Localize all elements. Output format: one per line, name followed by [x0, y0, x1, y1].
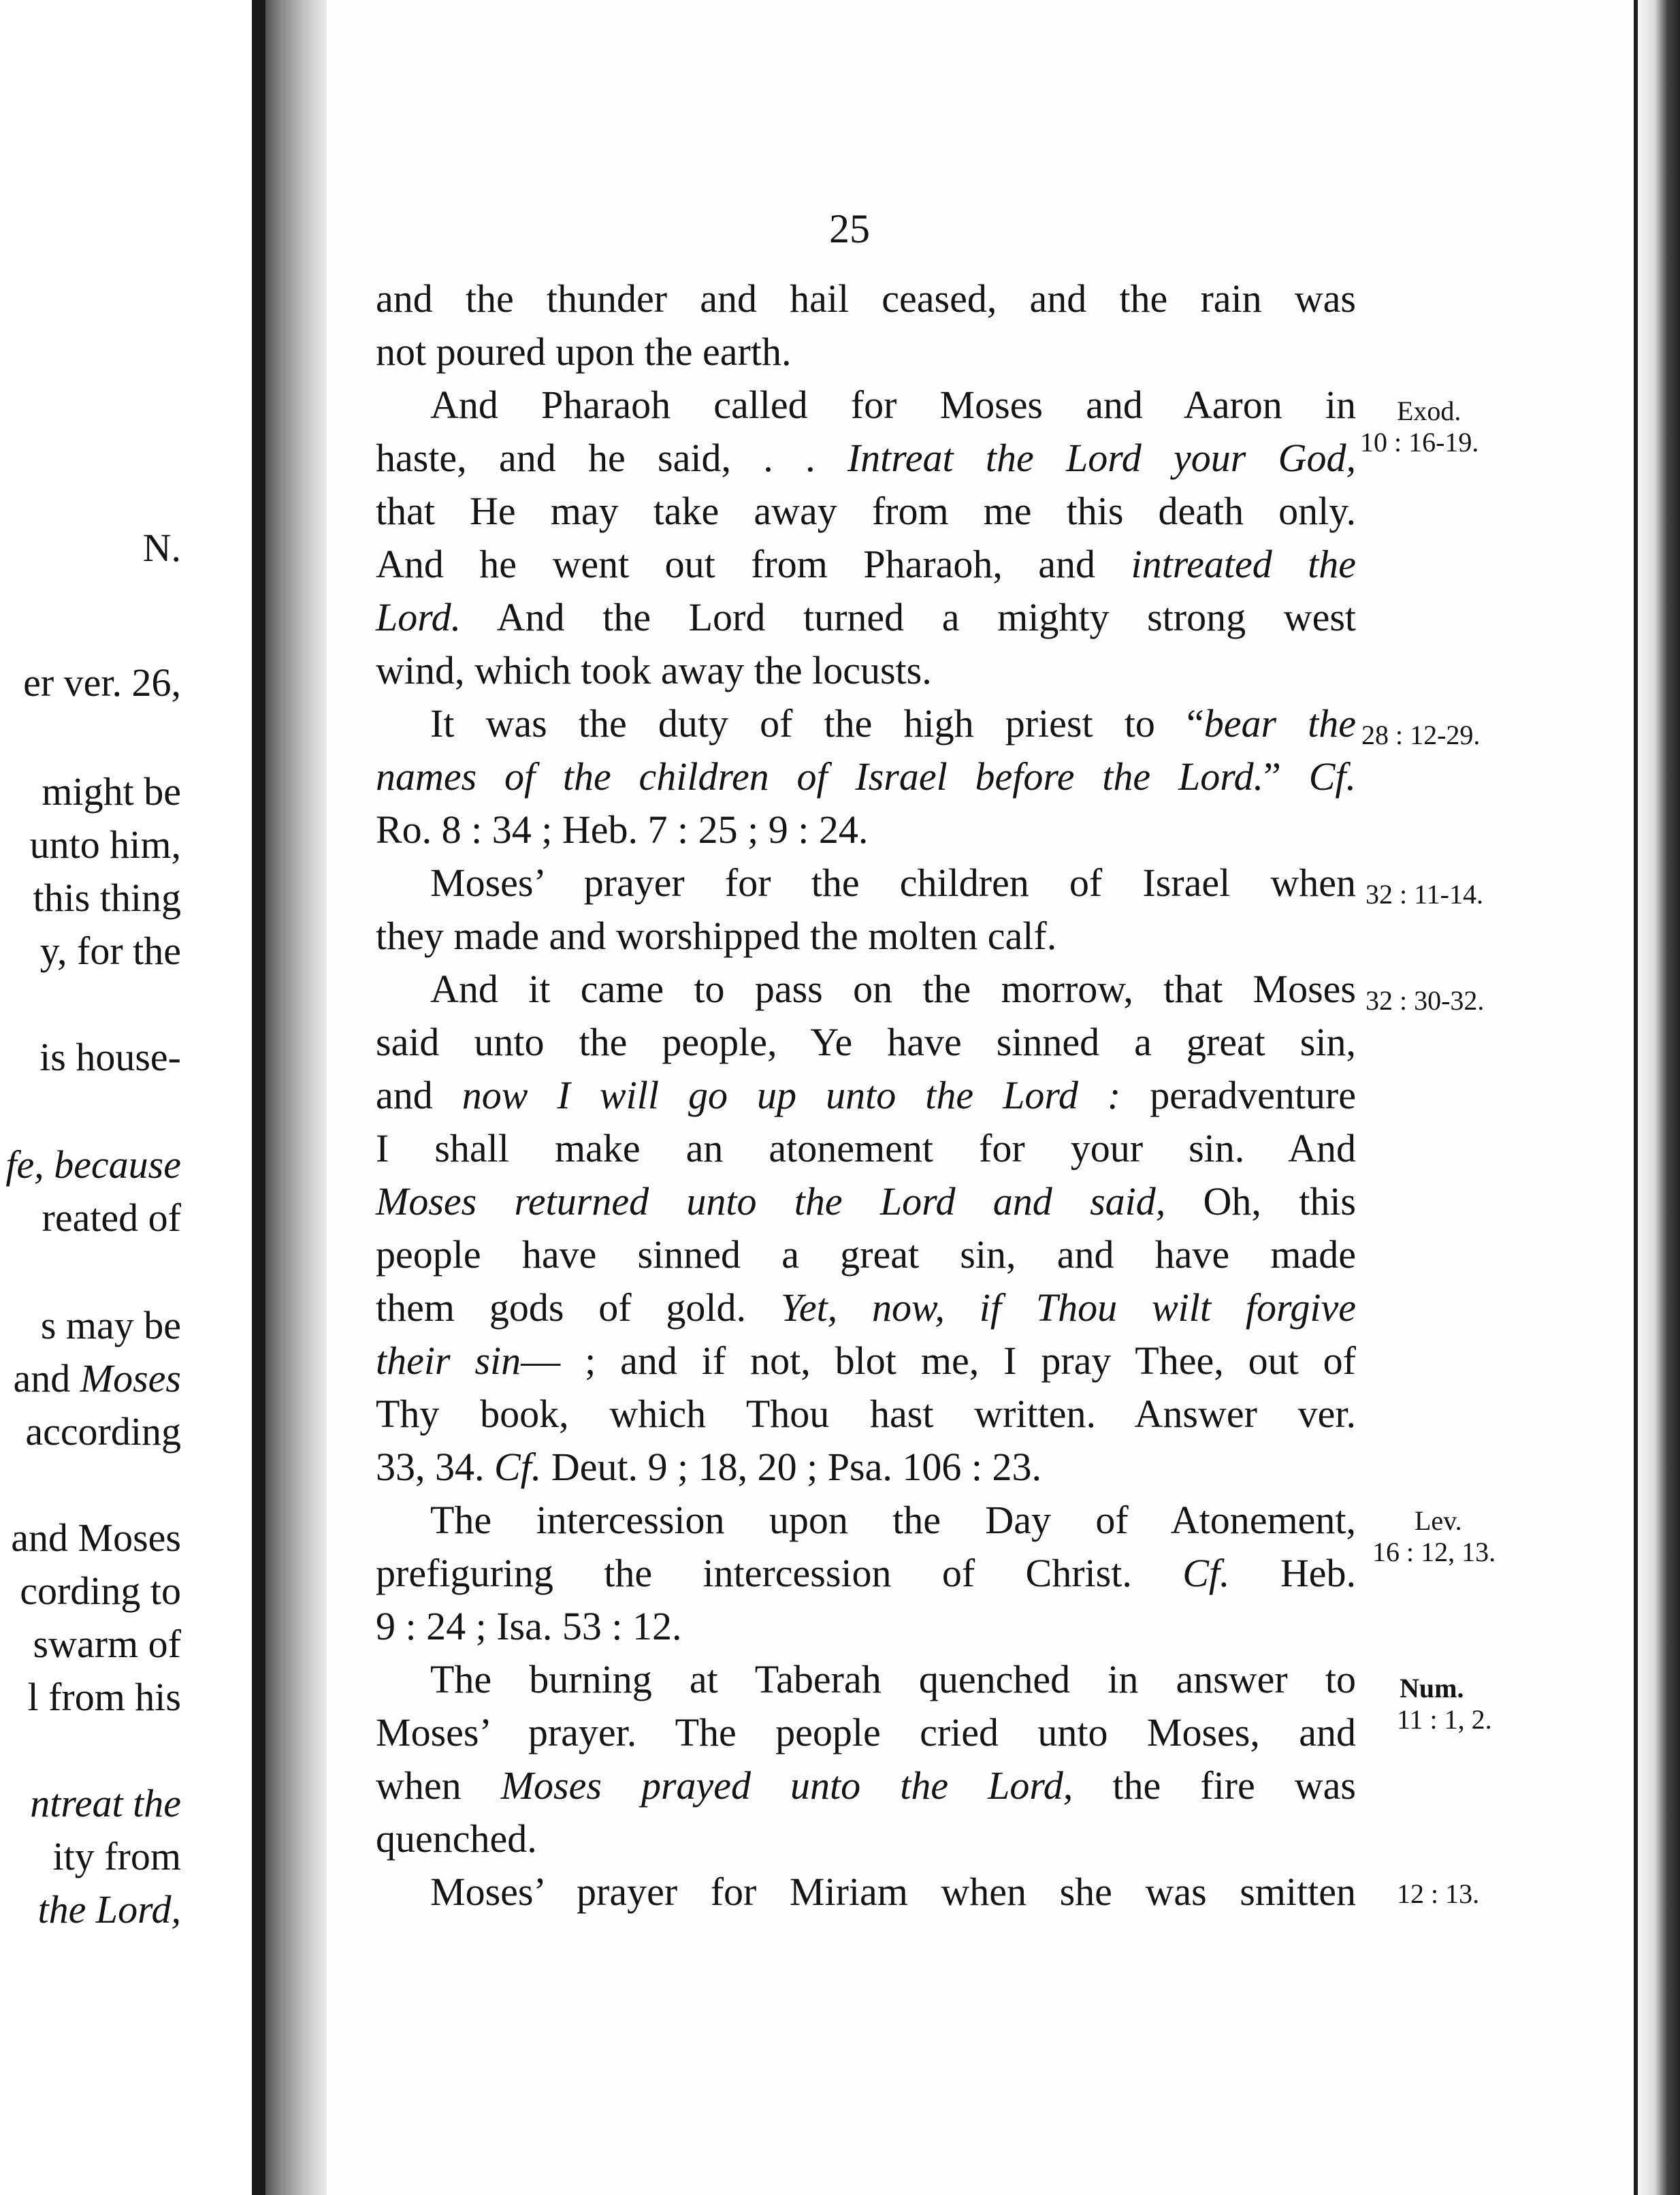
text-line: them gods of gold. Yet, now, if Thou wilt forgive	[376, 1285, 1356, 1330]
left-page-line: s may be	[40, 1303, 181, 1347]
text-line: Moses’ prayer for Miriam when she was smitten	[430, 1870, 1356, 1914]
margin-ref: 12 : 13.	[1397, 1878, 1480, 1909]
text-line: And Pharaoh called for Moses and Aaron in	[430, 383, 1356, 427]
margin-ref: 32 : 11-14.	[1366, 879, 1483, 910]
text-line: wind, which took away the locusts.	[376, 648, 932, 692]
page-number: 25	[829, 206, 870, 251]
text-line: not poured upon the earth.	[376, 330, 792, 374]
left-page-line: is house-	[39, 1035, 181, 1079]
page-right-edge	[1638, 0, 1680, 2195]
left-page-line: according	[25, 1409, 181, 1454]
left-page-line: swarm of	[33, 1622, 181, 1666]
left-page-line: unto him,	[29, 822, 181, 867]
text-line: haste, and he said, . . Intreat the Lord your God,	[376, 436, 1356, 480]
book-gutter-edge	[252, 0, 265, 2195]
left-page-line: ntreat the	[30, 1781, 181, 1825]
text-line: And he went out from Pharaoh, and intreated the	[376, 542, 1357, 586]
left-page-line: er ver. 26,	[23, 660, 181, 705]
text-line: people have sinned a great sin, and have made	[376, 1232, 1356, 1277]
text-line: Thy book, which Thou hast written. Answer ver.	[376, 1392, 1356, 1436]
left-page-line: reated of	[42, 1196, 181, 1240]
left-facing-page	[0, 0, 252, 2195]
left-page-line: and Moses	[11, 1516, 181, 1560]
text-line: that He may take away from me this death only.	[376, 489, 1356, 533]
margin-ref-book: Num.	[1400, 1673, 1464, 1703]
text-line: Moses returned unto the Lord and said, Oh, this	[376, 1179, 1356, 1223]
text-line: Lord. And the Lord turned a mighty strong west	[376, 595, 1356, 639]
left-page-line: l from his	[27, 1675, 181, 1719]
margin-ref: 16 : 12, 13.	[1372, 1537, 1496, 1567]
text-line: they made and worshipped the molten calf.	[376, 914, 1057, 958]
text-line: quenched.	[376, 1816, 537, 1861]
text-line: The intercession upon the Day of Atonement,	[430, 1498, 1356, 1542]
margin-ref: 28 : 12-29.	[1361, 720, 1481, 750]
text-line: and the thunder and hail ceased, and the rain was	[376, 276, 1356, 321]
text-line: prefiguring the intercession of Christ. Cf. Heb.	[376, 1551, 1356, 1595]
text-line: Moses’ prayer. The people cried unto Moses, and	[376, 1710, 1356, 1755]
left-page-line: this thing	[33, 876, 181, 920]
text-line: 9 : 24 ; Isa. 53 : 12.	[376, 1604, 682, 1648]
text-line: It was the duty of the high priest to “bear the	[430, 701, 1356, 746]
left-page-line: might be	[42, 769, 181, 814]
margin-ref: 32 : 30-32.	[1366, 985, 1485, 1016]
left-page-line: y, for the	[39, 929, 181, 973]
left-page-line: fe, because	[5, 1142, 181, 1187]
text-line: and now I will go up unto the Lord : peradventure	[376, 1073, 1356, 1117]
margin-ref: 11 : 1, 2.	[1397, 1704, 1492, 1735]
margin-ref-book: Exod.	[1397, 396, 1461, 426]
margin-ref: 10 : 16-19.	[1360, 427, 1479, 458]
text-line: Ro. 8 : 34 ; Heb. 7 : 25 ; 9 : 24.	[376, 807, 869, 852]
text-line: And it came to pass on the morrow, that Moses	[430, 967, 1356, 1011]
margin-ref-book: Lev.	[1415, 1505, 1462, 1536]
text-line: 33, 34. Cf. Deut. 9 ; 18, 20 ; Psa. 106 : 23.	[376, 1445, 1041, 1489]
text-line: their sin— ; and if not, blot me, I pray Thee, out of	[376, 1339, 1356, 1383]
text-line: names of the children of Israel before the Lord.” Cf.	[376, 754, 1356, 799]
text-line: I shall make an atonement for your sin. And	[376, 1126, 1356, 1170]
left-page-line: N.	[142, 526, 181, 570]
text-line: when Moses prayed unto the Lord, the fire was	[376, 1763, 1356, 1808]
text-line: The burning at Taberah quenched in answer to	[430, 1657, 1356, 1701]
left-page-line: cording to	[20, 1569, 181, 1613]
left-page-line: the Lord,	[37, 1887, 181, 1932]
left-page-line: and Moses	[13, 1356, 181, 1400]
text-line: said unto the people, Ye have sinned a great sin,	[376, 1020, 1356, 1064]
text-line: Moses’ prayer for the children of Israel when	[430, 861, 1356, 905]
left-page-line: ity from	[52, 1834, 181, 1878]
